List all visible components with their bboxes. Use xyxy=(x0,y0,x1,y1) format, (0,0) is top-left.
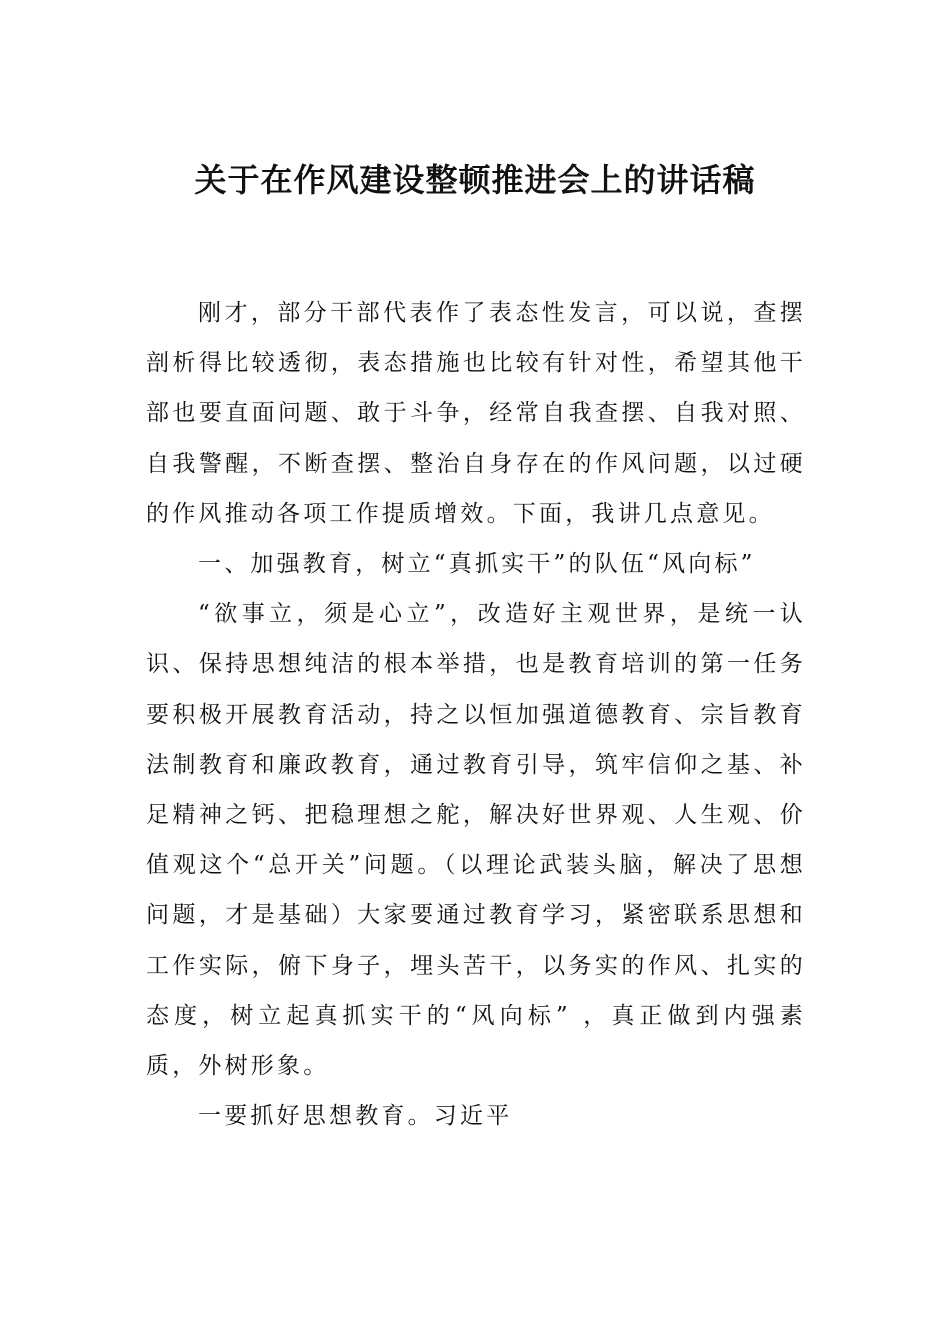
document-body xyxy=(146,288,806,1141)
document-title: 关于在作风建设整顿推进会上的讲话稿 xyxy=(194,161,756,199)
section-heading-1: 一、加强教育，树立“真抓实干”的队伍“风向标” xyxy=(198,551,756,578)
paragraph-intro: 刚才，部分干部代表作了表态性发言，可以说，查摆剖析得比较透彻，表态措施也比较有针对性，希望其他干部也要直面问题、敢于斗争，经常自我查摆、自我对照、自我警醒，不断查摆、整治自身存在的作风问题，以过硬的作风推动各项工作提质增效。下面，我讲几点意见。 xyxy=(146,300,806,527)
paragraph-point-1: 一要抓好思想教育。习近平 xyxy=(198,1103,513,1130)
paragraph-section-1: “欲事立，须是心立”，改造好主观世界，是统一认识、保持思想纯洁的根本举措，也是教育培训的第一任务要积极开展教育活动，持之以恒加强道德教育、宗旨教育法制教育和廉政教育，通过教育引导，筑牢信仰之基、补足精神之钙、把稳理想之舵，解决好世界观、人生观、价值观这个“总开关”问题。（以理论武装头脑，解决了思想问题，才是基础）大家要通过教育学习，紧密联系思想和工作实际，俯下身子，埋头苦干，以务实的作风、扎实的态度，树立起真抓实干的“风向标” ，真正做到内强素质，外树形象。 xyxy=(146,601,806,1080)
